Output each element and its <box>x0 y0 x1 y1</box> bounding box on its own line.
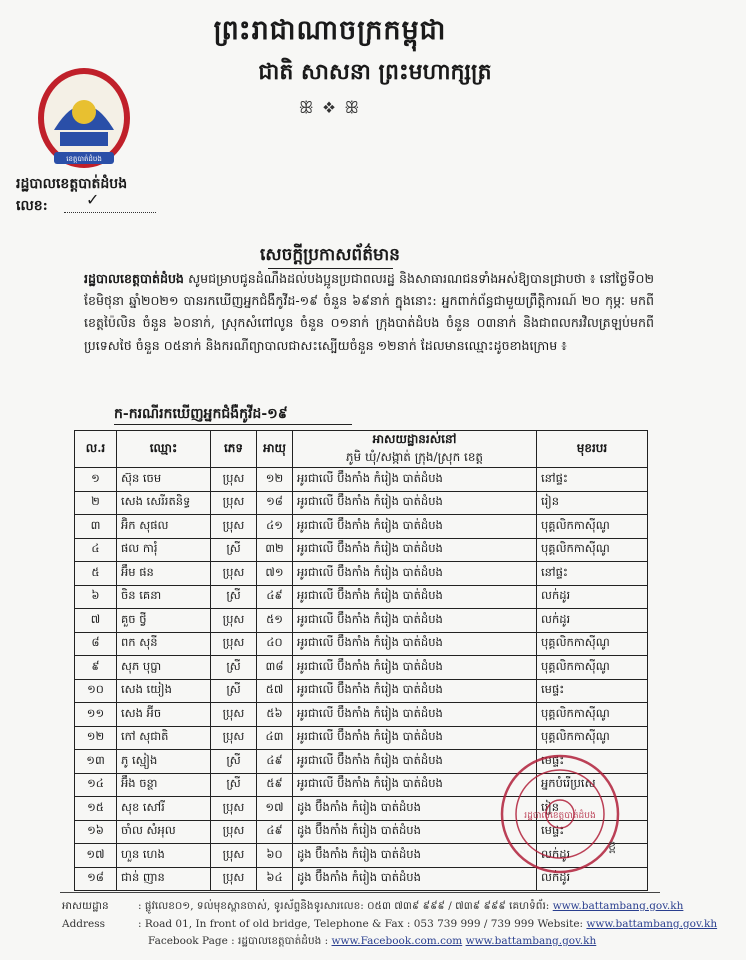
document-title: សេចក្តីប្រកាសព័ត៌មាន <box>260 245 400 265</box>
row-address: ដូង ប៊ឹងកាំង កំរៀង បាត់ដំបង <box>293 867 537 891</box>
body-lead: រដ្ឋបាលខេត្តបាត់ដំបង <box>84 271 184 286</box>
reference-check-mark: ✓ <box>86 190 100 209</box>
national-motto: ជាតិ សាសនា ព្រះមហាក្សត្រ <box>258 59 492 85</box>
row-address: អូរជាលើ ប៊ឹងកាំង កំរៀង បាត់ដំបង <box>293 726 537 750</box>
table-row <box>75 562 648 586</box>
row-age: ៤៩ <box>257 585 293 609</box>
row-occupation: រៀន <box>537 491 648 515</box>
row-occupation: បុគ្គលិកកាស៊ីណូ <box>537 632 648 656</box>
row-sex: ប្រុស <box>211 515 257 539</box>
row-age: ៧១ <box>257 562 293 586</box>
footer-km-label: អាសយដ្ឋាន <box>62 900 109 912</box>
table-row <box>75 585 648 609</box>
row-occupation: មេផ្ទះ <box>537 820 648 844</box>
row-name: ផល ការុំ <box>117 538 211 562</box>
row-sex: ប្រុស <box>211 726 257 750</box>
row-age: ៤៩ <box>257 750 293 774</box>
row-sex: ប្រុស <box>211 703 257 727</box>
row-name: ចិន គេនា <box>117 585 211 609</box>
header-age: អាយុ <box>257 431 293 468</box>
row-age: ៦៤ <box>257 867 293 891</box>
row-sex: ប្រុស <box>211 867 257 891</box>
issuing-office: រដ្ឋបាលខេត្តបាត់ដំបង <box>16 176 128 192</box>
row-number: ៥ <box>75 562 117 586</box>
row-name: ស៊ុន ចេម <box>117 468 211 492</box>
row-number: ១៥ <box>75 797 117 821</box>
row-age: ៤០ <box>257 632 293 656</box>
row-age: ១៨ <box>257 491 293 515</box>
row-occupation: នៅផ្ទះ <box>537 468 648 492</box>
row-name: ជាន់ ញាន <box>117 867 211 891</box>
row-number: ៣ <box>75 515 117 539</box>
stamp-seal-icon <box>498 752 622 876</box>
footer-website-link-km[interactable]: www.battambang.gov.kh <box>552 900 684 912</box>
row-address: ដូង ប៊ឹងកាំង កំរៀង បាត់ដំបង <box>293 797 537 821</box>
row-sex: ស្រី <box>211 750 257 774</box>
row-address: អូរជាលើ ប៊ឹងកាំង កំរៀង បាត់ដំបង <box>293 679 537 703</box>
row-sex: ប្រុស <box>211 562 257 586</box>
row-address: អូរជាលើ ប៊ឹងកាំង កំរៀង បាត់ដំបង <box>293 703 537 727</box>
row-address: អូរជាលើ ប៊ឹងកាំង កំរៀង បាត់ដំបង <box>293 656 537 680</box>
row-address: អូរជាលើ ប៊ឹងកាំង កំរៀង បាត់ដំបង <box>293 609 537 633</box>
row-age: ៣៨ <box>257 656 293 680</box>
row-name: អ៊ឹង ចន្ថា <box>117 773 211 797</box>
row-address: ដូង ប៊ឹងកាំង កំរៀង បាត់ដំបង <box>293 820 537 844</box>
row-occupation: លក់ដូរ <box>537 609 648 633</box>
row-occupation: អ្នកបំរើប្រសេ <box>537 773 648 797</box>
province-logo-icon <box>24 60 144 180</box>
row-number: ២ <box>75 491 117 515</box>
row-sex: ប្រុស <box>211 844 257 868</box>
footer-en-label: Address <box>62 918 106 930</box>
row-number: ១ <box>75 468 117 492</box>
ornament-divider: ꕥ ❖ ꕥ <box>298 98 362 117</box>
row-number: ៧ <box>75 609 117 633</box>
row-name: អ៊ឹម ផន <box>117 562 211 586</box>
header-address: អាសយដ្ឋានរស់នៅ <box>293 431 537 450</box>
table-row <box>75 679 648 703</box>
table-row <box>75 609 648 633</box>
row-age: ៥៧ <box>257 679 293 703</box>
row-name: សេង យៀង <box>117 679 211 703</box>
header-no: ល.រ <box>75 431 117 468</box>
footer-address-en <box>62 918 718 930</box>
row-name: សុខ សៅរី <box>117 797 211 821</box>
row-age: ៦០ <box>257 844 293 868</box>
row-age: ១៧ <box>257 797 293 821</box>
row-age: ៤១ <box>257 515 293 539</box>
row-name: គួច ថ្វី <box>117 609 211 633</box>
row-number: ១៣ <box>75 750 117 774</box>
row-sex: ប្រុស <box>211 797 257 821</box>
row-occupation: មេផ្ទះ <box>537 679 648 703</box>
row-sex: ប្រុស <box>211 491 257 515</box>
row-sex: ស្រី <box>211 538 257 562</box>
row-occupation: លក់ដូរ <box>537 585 648 609</box>
row-number: ១០ <box>75 679 117 703</box>
table-row <box>75 538 648 562</box>
logo-caption: ខេត្តបាត់ដំបង <box>66 155 102 163</box>
province-logo <box>24 60 144 180</box>
header-occupation: មុខរបរ <box>537 431 648 468</box>
row-age: ៣២ <box>257 538 293 562</box>
table-row <box>75 515 648 539</box>
row-age: ៥១ <box>257 609 293 633</box>
row-number: ៨ <box>75 632 117 656</box>
row-occupation: បុគ្គលិកកាស៊ីណូ <box>537 656 648 680</box>
official-stamp <box>498 752 622 876</box>
row-address: អូរជាលើ ប៊ឹងកាំង កំរៀង បាត់ដំបង <box>293 562 537 586</box>
row-occupation: រៀន <box>537 797 648 821</box>
header-address-detail: ភូមិ ឃុំ/សង្កាត់ ក្រុង/ស្រុក ខេត្ត <box>293 449 537 468</box>
section-label: ក-ករណីរកឃើញអ្នកជំងឺកូវីដ-១៩ <box>114 406 288 422</box>
row-number: ៤ <box>75 538 117 562</box>
row-number: ៦ <box>75 585 117 609</box>
footer-facebook-text: Facebook Page : រដ្ឋបាលខេត្តបាត់ដំបង : <box>148 935 329 947</box>
header-name: ឈ្មោះ <box>117 431 211 468</box>
row-age: ៥៦ <box>257 703 293 727</box>
row-address: អូរជាលើ ប៊ឹងកាំង កំរៀង បាត់ដំបង <box>293 515 537 539</box>
row-age: ៤៩ <box>257 820 293 844</box>
row-name: អ៊ិក សុផល <box>117 515 211 539</box>
table-row <box>75 703 648 727</box>
footer-address-km <box>62 900 684 915</box>
row-age: ៥៩ <box>257 773 293 797</box>
footer-website-link-en[interactable]: www.battambang.gov.kh <box>586 918 718 930</box>
row-number: ១២ <box>75 726 117 750</box>
row-occupation: បុគ្គលិកកាស៊ីណូ <box>537 726 648 750</box>
row-number: ១៨ <box>75 867 117 891</box>
footer-website-link-3[interactable]: www.battambang.gov.kh <box>465 935 597 947</box>
row-name: ហួន ហេង <box>117 844 211 868</box>
row-occupation: បុគ្គលិកកាស៊ីណូ <box>537 538 648 562</box>
row-occupation: បុគ្គលិកកាស៊ីណូ <box>537 515 648 539</box>
row-occupation: បុគ្គលិកកាស៊ីណូ <box>537 703 648 727</box>
row-name: ចាំល សំអុល <box>117 820 211 844</box>
row-sex: ប្រុស <box>211 820 257 844</box>
row-occupation: លក់ដូរ <box>537 844 648 868</box>
row-address: អូរជាលើ ប៊ឹងកាំង កំរៀង បាត់ដំបង <box>293 750 537 774</box>
row-occupation: មេផ្ទះ <box>537 750 648 774</box>
row-sex: ប្រុស <box>211 632 257 656</box>
row-age: ៤៣ <box>257 726 293 750</box>
row-address: អូរជាលើ ប៊ឹងកាំង កំរៀង បាត់ដំបង <box>293 468 537 492</box>
table-row <box>75 656 648 680</box>
footer-facebook-link[interactable]: www.Facebook.com.com <box>331 935 463 947</box>
stamp-text: រដ្ឋបាលខេត្តបាត់ដំបង <box>524 811 596 821</box>
row-name: ពក សុនី <box>117 632 211 656</box>
row-number: ១៧ <box>75 844 117 868</box>
footer-en-text: : Road 01, In front of old bridge, Telephone & Fax : 053 739 999 / 739 999 Website: <box>138 918 584 930</box>
reference-line <box>64 212 156 213</box>
header-sex: ភេទ <box>211 431 257 468</box>
row-number: ១១ <box>75 703 117 727</box>
row-number: ៩ <box>75 656 117 680</box>
row-address: ដូង ប៊ឹងកាំង កំរៀង បាត់ដំបង <box>293 844 537 868</box>
row-sex: ប្រុស <box>211 609 257 633</box>
row-name: កៅ សុជាតិ <box>117 726 211 750</box>
reference-label: លេខ: <box>16 198 48 214</box>
body-text: សូមជម្រាបជូនដំណឹងដល់បងប្អូនប្រជាពលរដ្ឋ និងសាធារណជនទាំងអស់ឱ្យបានជ្រាបថា ៖ នៅថ្ងៃទី០២ ខែមិថុនា ឆ្នាំ២០២១ បានរកឃើញអ្នកជំងឺកូវីដ-១៩ ចំនួន ៦៩នាក់ ក្នុងនោះ: អ្នកពាក់ព័ន្ធជាមួយព្រឹត្តិការណ៍ ២០ កុម្ភៈ មកពីខេត្តប៉ៃលិន ចំនួន ៦០នាក់, ស្រុកសំពៅលូន ចំនួន ០១នាក់ ក្រុងបាត់ដំបង ចំនួន ០៣នាក់ និងជាពលករវិលត្រឡប់មកពីប្រទេសថៃ ចំនួន ០៥នាក់ និងករណីព្យាបាលជាសះស្បើយចំនួន ១២នាក់ ដែលមានឈ្មោះដូចខាងក្រោម ៖ <box>84 271 654 353</box>
row-name: សេង អ៊ីច <box>117 703 211 727</box>
row-sex: ស្រី <box>211 679 257 703</box>
row-sex: ស្រី <box>211 773 257 797</box>
table-row <box>75 491 648 515</box>
table-header-row <box>75 431 648 450</box>
row-sex: ស្រី <box>211 656 257 680</box>
footer-facebook <box>148 935 746 950</box>
announcement-body <box>84 268 654 357</box>
row-address: អូរជាលើ ប៊ឹងកាំង កំរៀង បាត់ដំបង <box>293 632 537 656</box>
row-name: ភូ ស្មៀង <box>117 750 211 774</box>
row-name: សេង សេរីរតនិទ្ធ <box>117 491 211 515</box>
table-row <box>75 632 648 656</box>
row-address: អូរជាលើ ប៊ឹងកាំង កំរៀង បាត់ដំបង <box>293 585 537 609</box>
row-number: ១៦ <box>75 820 117 844</box>
row-age: ១២ <box>257 468 293 492</box>
table-row <box>75 468 648 492</box>
row-number: ១៤ <box>75 773 117 797</box>
footer-divider <box>60 892 660 893</box>
row-sex: ប្រុស <box>211 468 257 492</box>
signature: ខ្ព <box>608 839 617 854</box>
footer-km-text: : ផ្លូវលេខ០១, ទល់មុខស្ពានចាស់, ទូរស័ព្ទនិងទូរសារលេខ: ០៥៣ ៧៣៩ ៩៩៩ / ៧៣៩ ៩៩៩ គេហទំព័រ: <box>138 900 550 912</box>
section-underline <box>114 424 352 425</box>
row-occupation: លក់ដូរ <box>537 867 648 891</box>
row-occupation: នៅផ្ទះ <box>537 562 648 586</box>
row-address: អូរជាលើ ប៊ឹងកាំង កំរៀង បាត់ដំបង <box>293 538 537 562</box>
row-address: អូរជាលើ ប៊ឹងកាំង កំរៀង បាត់ដំបង <box>293 491 537 515</box>
kingdom-title: ព្រះរាជាណាចក្រកម្ពុជា <box>213 15 447 46</box>
row-name: សុភ បុប្ផា <box>117 656 211 680</box>
table-row <box>75 726 648 750</box>
row-address: អូរជាលើ ប៊ឹងកាំង កំរៀង បាត់ដំបង <box>293 773 537 797</box>
row-sex: ស្រី <box>211 585 257 609</box>
